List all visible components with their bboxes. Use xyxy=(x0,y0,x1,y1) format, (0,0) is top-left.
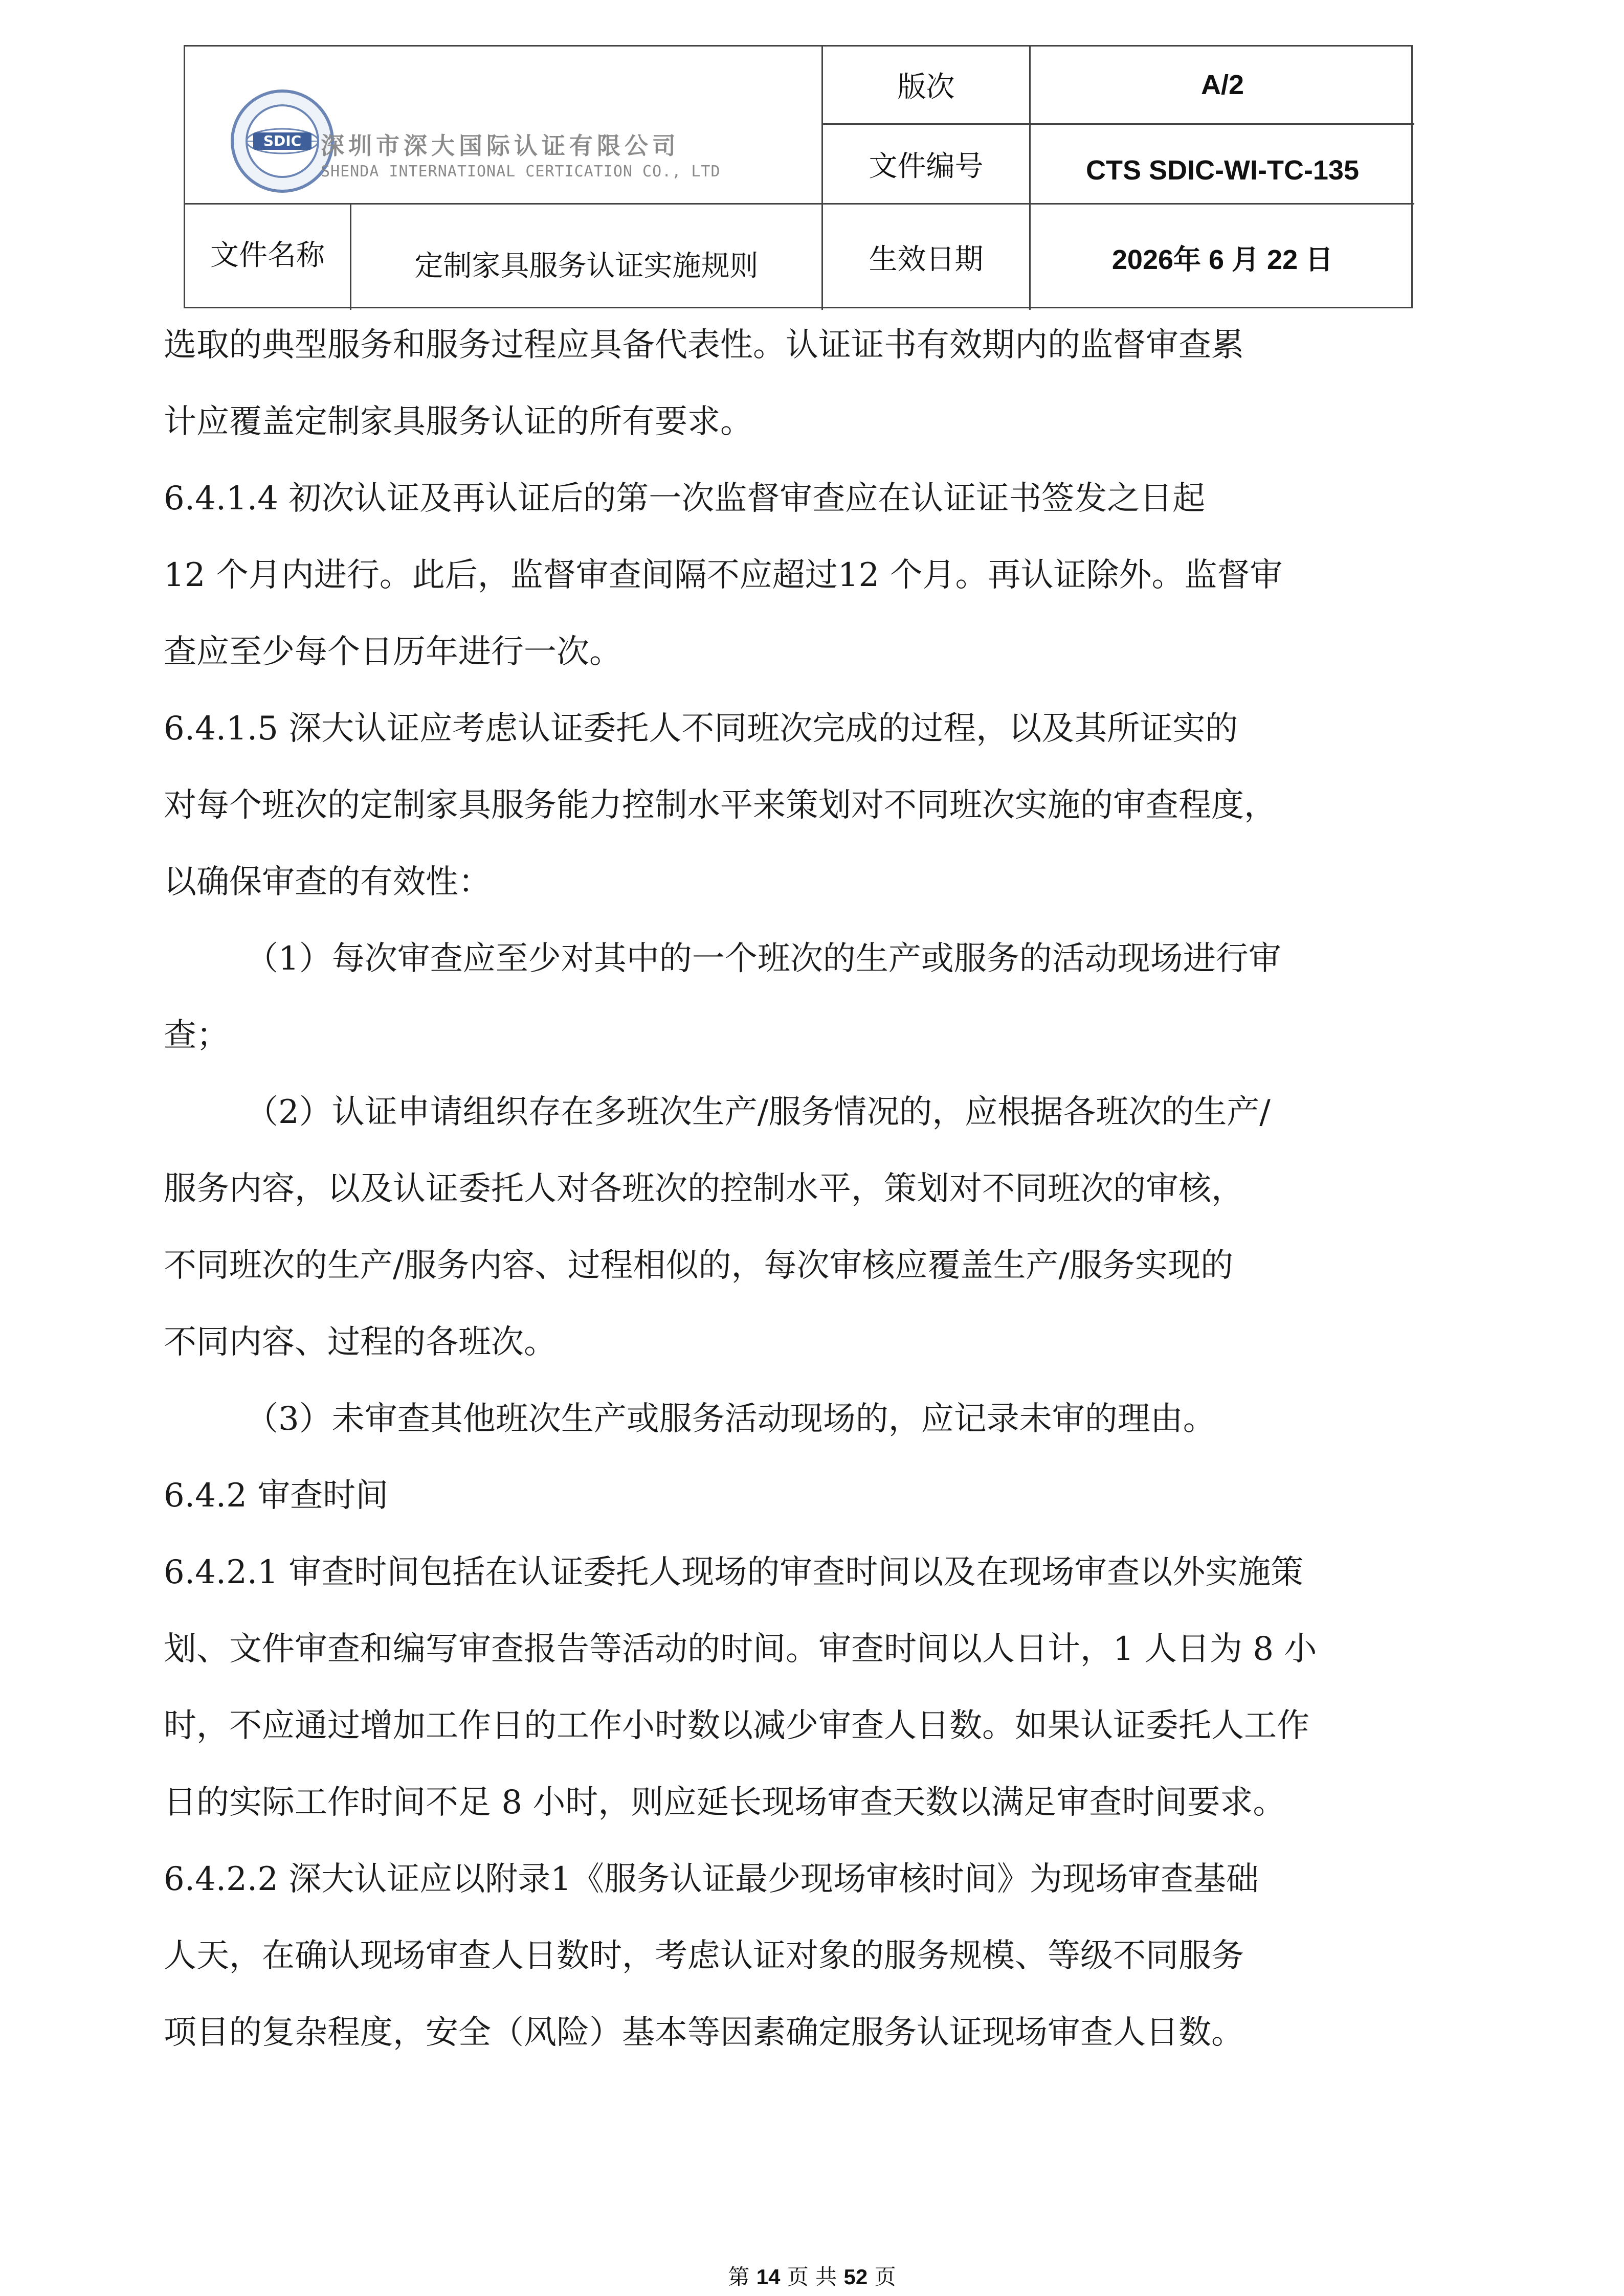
text-line: 人天，在确认现场审查人日数时，考虑认证对象的服务规模、等级不同服务 xyxy=(164,1937,1244,1975)
file-number-label: 文件编号 xyxy=(869,149,984,183)
clause-6-4-1-4: 6.4.1.4 初次认证及再认证后的第一次监督审查应在认证证书签发之日起 xyxy=(164,480,1206,517)
document-body xyxy=(164,307,1473,2071)
file-name-label: 文件名称 xyxy=(210,239,325,272)
text-line: 12 个月内进行。此后，监督审查间隔不应超过12 个月。再认证除外。监督审 xyxy=(164,556,1283,594)
company-name-cn: 深圳市深大国际认证有限公司 xyxy=(321,132,680,160)
section-heading-6-4-2: 6.4.2 审查时间 xyxy=(164,1477,389,1515)
file-number-value: CTS SDIC-WI-TC-135 xyxy=(1085,154,1359,186)
text-line: 服务内容，以及认证委托人对各班次的控制水平，策划对不同班次的审核， xyxy=(164,1170,1244,1208)
text-line: 划、文件审查和编写审查报告等活动的时间。审查时间以人日计，1 人日为 8 小 xyxy=(164,1630,1317,1668)
footer-suffix: 页 xyxy=(874,2264,896,2289)
text-line: 选取的典型服务和服务过程应具备代表性。认证证书有效期内的监督审查累 xyxy=(164,326,1244,364)
effective-date-label: 生效日期 xyxy=(869,243,984,276)
file-name-value: 定制家具服务认证实施规则 xyxy=(414,250,759,283)
current-page-number: 14 xyxy=(756,2265,781,2289)
company-logo xyxy=(229,77,868,210)
company-seal-icon xyxy=(229,87,336,195)
effective-date-value: 2026年 6 月 22 日 xyxy=(1111,244,1333,275)
text-line: 查应至少每个日历年进行一次。 xyxy=(164,633,622,671)
text-line: 项目的复杂程度，安全（风险）基本等因素确定服务认证现场审查人日数。 xyxy=(164,2014,1244,2052)
page-number-footer xyxy=(0,2260,1624,2291)
clause-6-4-2-2: 6.4.2.2 深大认证应以附录1《服务认证最少现场审核时间》为现场审查基础 xyxy=(164,1860,1259,1898)
footer-middle: 页 共 xyxy=(787,2264,837,2289)
list-item-1: （1）每次审查应至少对其中的一个班次的生产或服务的活动现场进行审 xyxy=(246,940,1281,978)
text-line: 不同班次的生产/服务内容、过程相似的，每次审核应覆盖生产/服务实现的 xyxy=(164,1247,1234,1285)
text-line: 对每个班次的定制家具服务能力控制水平来策划对不同班次实施的审查程度， xyxy=(164,786,1277,824)
version-label: 版次 xyxy=(897,71,955,104)
footer-prefix: 第 xyxy=(728,2264,750,2289)
document-header-table xyxy=(184,45,1413,308)
list-item-2: （2）认证申请组织存在多班次生产/服务情况的，应根据各班次的生产/ xyxy=(246,1093,1271,1131)
text-line: 不同内容、过程的各班次。 xyxy=(164,1323,557,1361)
seal-text: SDIC xyxy=(263,132,302,149)
company-name-en: SHENDA INTERNATIONAL CERTICATION CO., LTD xyxy=(321,163,721,181)
version-value: A/2 xyxy=(1200,70,1244,100)
total-page-count: 52 xyxy=(843,2265,868,2289)
text-line: 日的实际工作时间不足 8 小时，则应延长现场审查天数以满足审查时间要求。 xyxy=(164,1784,1286,1821)
clause-6-4-2-1: 6.4.2.1 审查时间包括在认证委托人现场的审查时间以及在现场审查以外实施策 xyxy=(164,1554,1304,1591)
text-line: 查； xyxy=(164,1017,229,1054)
text-line: 以确保审查的有效性： xyxy=(164,863,491,901)
clause-6-4-1-5: 6.4.1.5 深大认证应考虑认证委托人不同班次完成的过程，以及其所证实的 xyxy=(164,710,1238,748)
list-item-3: （3）未审查其他班次生产或服务活动现场的，应记录未审的理由。 xyxy=(246,1400,1216,1438)
text-line: 时，不应通过增加工作日的工作小时数以减少审查人日数。如果认证委托人工作 xyxy=(164,1707,1309,1745)
text-line: 计应覆盖定制家具服务认证的所有要求。 xyxy=(164,403,753,441)
